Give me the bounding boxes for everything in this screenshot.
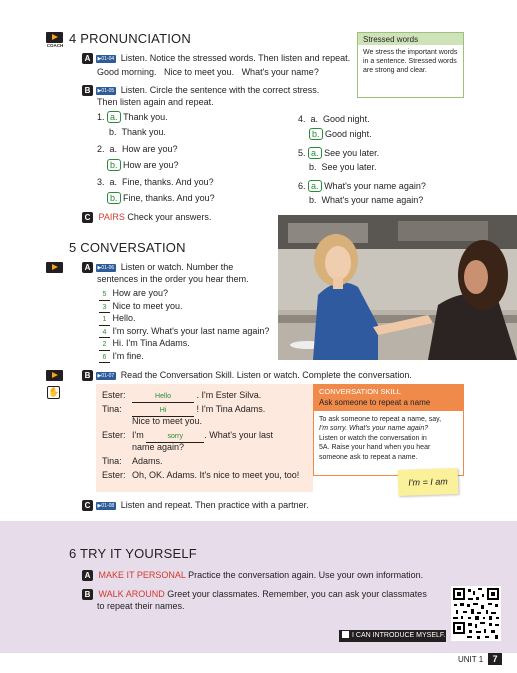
badge-a: A [82, 53, 93, 64]
badge-b: B [82, 589, 93, 600]
section-title-try-it-yourself: 6 TRY IT YOURSELF [69, 546, 197, 561]
choice-circle: a. [308, 180, 322, 192]
pron-item-4: 4. a. Good night. [298, 114, 370, 124]
i-can-badge: I CAN INTRODUCE MYSELF. [339, 630, 446, 642]
qr-code-graphic [451, 586, 501, 641]
pron-item-3b: b. Fine, thanks. And you? [107, 192, 215, 204]
conv-c-text: Listen and repeat. Then practice with a partner. [120, 500, 309, 510]
answer-blank: Hello [132, 393, 194, 403]
conv-c-row [82, 500, 309, 511]
pron-item-1b: b. Thank you. [109, 127, 167, 137]
badge-a: A [82, 262, 93, 273]
try-b-row [82, 589, 427, 600]
skill-body: To ask someone to repeat a name, say, [319, 416, 442, 423]
choice-circle: a. [308, 147, 322, 159]
pron-a-examples: Good morning. Nice to meet you. What's your name? [97, 67, 319, 77]
order-item: 4 I'm sorry. What's your last name again? [99, 326, 269, 339]
sticky-note: I'm = I am [398, 468, 459, 496]
try-a-text: Practice the conversation again. Use your own information. [188, 570, 424, 580]
conversation-photo [278, 215, 517, 360]
badge-c: C [82, 500, 93, 511]
coach-label: COACH [46, 43, 64, 48]
conversation-lines: Ester: Hello . I'm Ester Silva. Tina: Hi ! I'm Tina Adams. Nice to meet you. Ester: I'm sorry . What's your last name again? Tina: Adams. Ester: Oh, OK. Adams. It's nice to meet you, too! [102, 390, 300, 480]
pron-item-5: 5. a. See you later. [298, 148, 380, 158]
video-icon[interactable] [46, 370, 63, 381]
pron-a-row [82, 53, 362, 64]
answer-blank: sorry [146, 433, 204, 443]
page-number: 7 [488, 653, 502, 665]
choice-circle: a. [107, 111, 121, 123]
pairs-label: PAIRS [98, 212, 125, 222]
skill-heading: CONVERSATION SKILL [319, 387, 401, 396]
audio-icon[interactable]: ▶01-04 [97, 56, 115, 62]
role-play-icon: ✋ [48, 387, 60, 397]
make-it-personal-label: MAKE IT PERSONAL [98, 570, 186, 580]
qr-code[interactable] [451, 586, 501, 641]
conv-b-instruction: Read the Conversation Skill. Listen or watch. Complete the conversation. [120, 370, 412, 380]
pron-item-6: 6. a. What's your name again? [298, 181, 426, 191]
stressed-words-title: Stressed words [358, 33, 463, 45]
walk-around-label: WALK AROUND [98, 589, 165, 599]
stressed-words-body: We stress the important words in a sentence. Stressed words are strong and clear. [363, 49, 458, 75]
conv-a-instruction-2: sentences in the order you hear them. [97, 274, 249, 284]
pron-c-row [82, 212, 211, 223]
choice-circle: b. [107, 192, 121, 204]
skill-body: 5A. Raise your hand when you hear [319, 444, 431, 452]
pron-c-text: Check your answers. [127, 212, 212, 222]
pron-item-6b: b. What's your name again? [309, 195, 424, 205]
choice-circle: b. [107, 159, 121, 171]
skill-body: someone ask to repeat a name. [319, 453, 418, 461]
skill-body: I'm sorry. What's your name again? [319, 425, 429, 433]
order-list [99, 288, 269, 363]
badge-c: C [82, 212, 93, 223]
order-item: 2 Hi. I'm Tina Adams. [99, 338, 269, 351]
pron-b-row [82, 85, 362, 96]
try-b-text-2: to repeat their names. [97, 601, 185, 611]
unit-label: UNIT 1 [458, 655, 484, 664]
order-item: 6 I'm fine. [99, 351, 269, 364]
skill-subheading: Ask someone to repeat a name [319, 398, 431, 408]
section-title-conversation: 5 CONVERSATION [69, 240, 186, 255]
pron-item-4b: b. Good night. [309, 128, 372, 140]
order-item: 1 Hello. [99, 313, 269, 326]
choice-circle: b. [309, 128, 323, 140]
pron-b-instruction-1: Listen. Circle the sentence with the correct stress. [120, 85, 320, 95]
badge-b: B [82, 370, 93, 381]
try-a-row [82, 570, 423, 581]
conv-a-instruction-1: Listen or watch. Number the [120, 262, 234, 272]
video-icon[interactable] [46, 262, 63, 273]
try-b-text-1: Greet your classmates. Remember, you can ask your classmates [167, 589, 427, 599]
pron-item-2: 2. a. How are you? [97, 144, 178, 154]
checkbox-icon[interactable] [342, 631, 349, 638]
badge-a: A [82, 570, 93, 581]
skill-body: Listen or watch the conversation in [319, 434, 427, 442]
pron-item-5b: b. See you later. [309, 162, 377, 172]
audio-icon[interactable]: ▶01-06 [97, 265, 115, 271]
pron-item-2b: b. How are you? [107, 159, 179, 171]
conversation-skill-box [313, 384, 464, 476]
audio-icon[interactable]: ▶01-05 [97, 88, 115, 94]
conv-b-row [82, 370, 502, 381]
badge-b: B [82, 85, 93, 96]
order-item: 3 Nice to meet you. [99, 301, 269, 314]
conv-a-row [82, 262, 282, 273]
audio-icon[interactable]: ▶01-08 [97, 503, 115, 509]
order-item: 5 How are you? [99, 288, 269, 301]
stressed-words-box [357, 32, 464, 98]
pron-b-instruction-2: Then listen again and repeat. [97, 97, 214, 107]
audio-icon[interactable]: ▶01-07 [97, 373, 115, 379]
section-title-pronunciation: 4 PRONUNCIATION [69, 31, 191, 46]
pron-a-instruction: Listen. Notice the stressed words. Then listen and repeat. [120, 53, 351, 63]
pron-item-1: 1. a. Thank you. [97, 112, 168, 122]
answer-blank: Hi [132, 407, 194, 417]
pron-item-3: 3. a. Fine, thanks. And you? [97, 177, 214, 187]
choice-text: Thank you. [123, 112, 168, 122]
coach-video-icon[interactable] [46, 32, 64, 48]
